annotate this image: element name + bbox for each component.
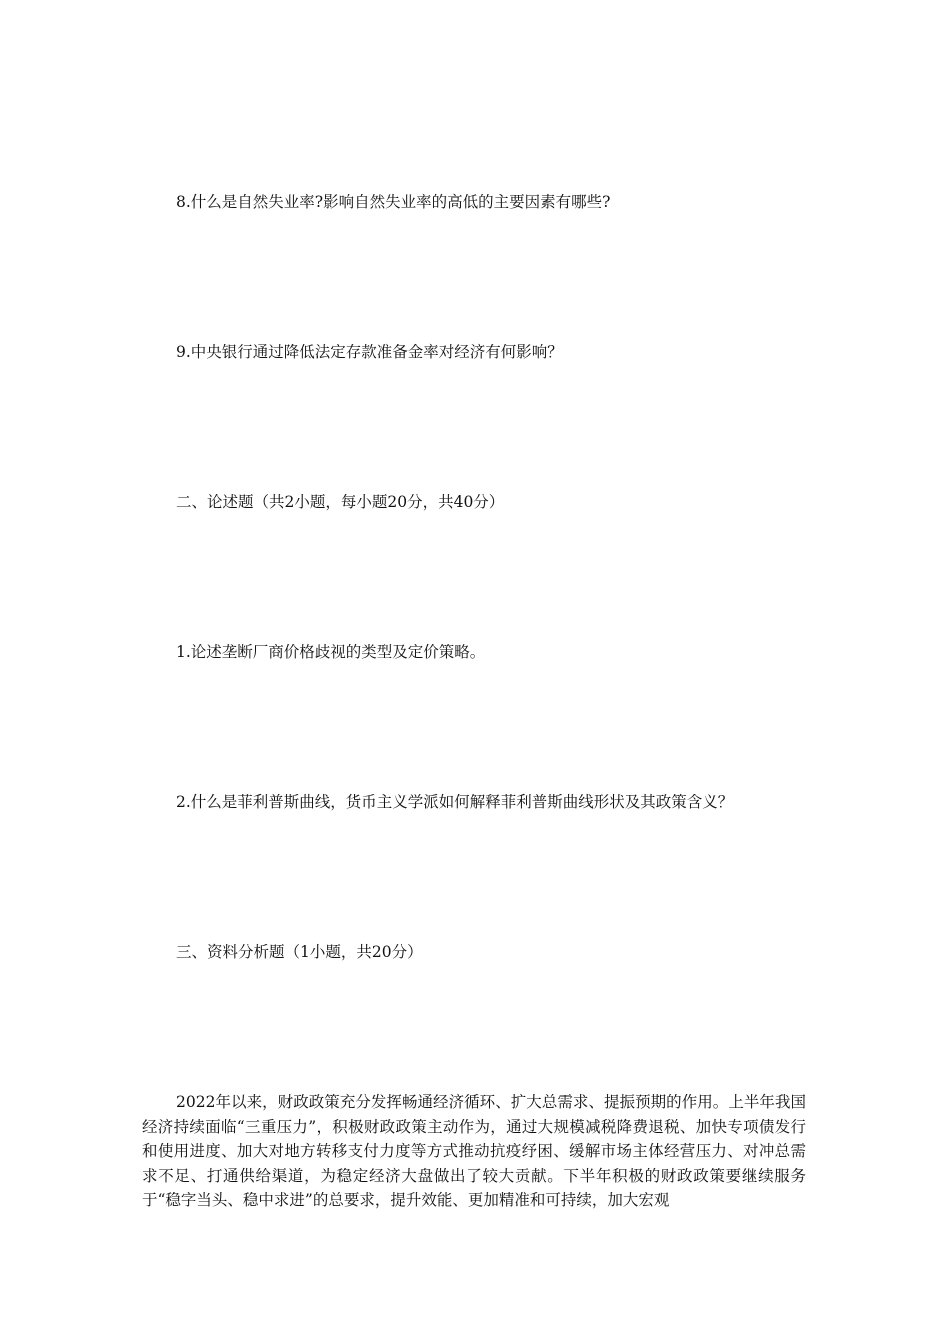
essay-question-2: 2.什么是菲利普斯曲线，货币主义学派如何解释菲利普斯曲线形状及其政策含义？ (176, 793, 734, 811)
question-8: 8.什么是自然失业率?影响自然失业率的高低的主要因素有哪些? (176, 193, 611, 211)
question-9: 9.中央银行通过降低法定存款准备金率对经济有何影响？ (176, 343, 563, 361)
section-3-heading: 三、资料分析题（1小题，共20分） (176, 943, 423, 961)
material-paragraph: 2022年以来，财政政策充分发挥畅通经济循环、扩大总需求、提振预期的作用。上半年我国经济持续面临“三重压力”，积极财政政策主动作为，通过大规模减税降费退税、加快专项债发行和使用进度、加大对地方转移支付力度等方式推动抗疫纾困、缓解市场主体经营压力、对冲总需求不足、打通供给渠道，为稳定经济大盘做出了较大贡献。下半年积极的财政政策要继续服务于“稳字当头、稳中求进”的总要求，提升效能、更加精准和可持续，加大宏观 (142, 1093, 806, 1209)
essay-question-1: 1.论述垄断厂商价格歧视的类型及定价策略。 (176, 643, 486, 661)
section-2-heading: 二、论述题（共2小题，每小题20分，共40分） (176, 493, 505, 511)
